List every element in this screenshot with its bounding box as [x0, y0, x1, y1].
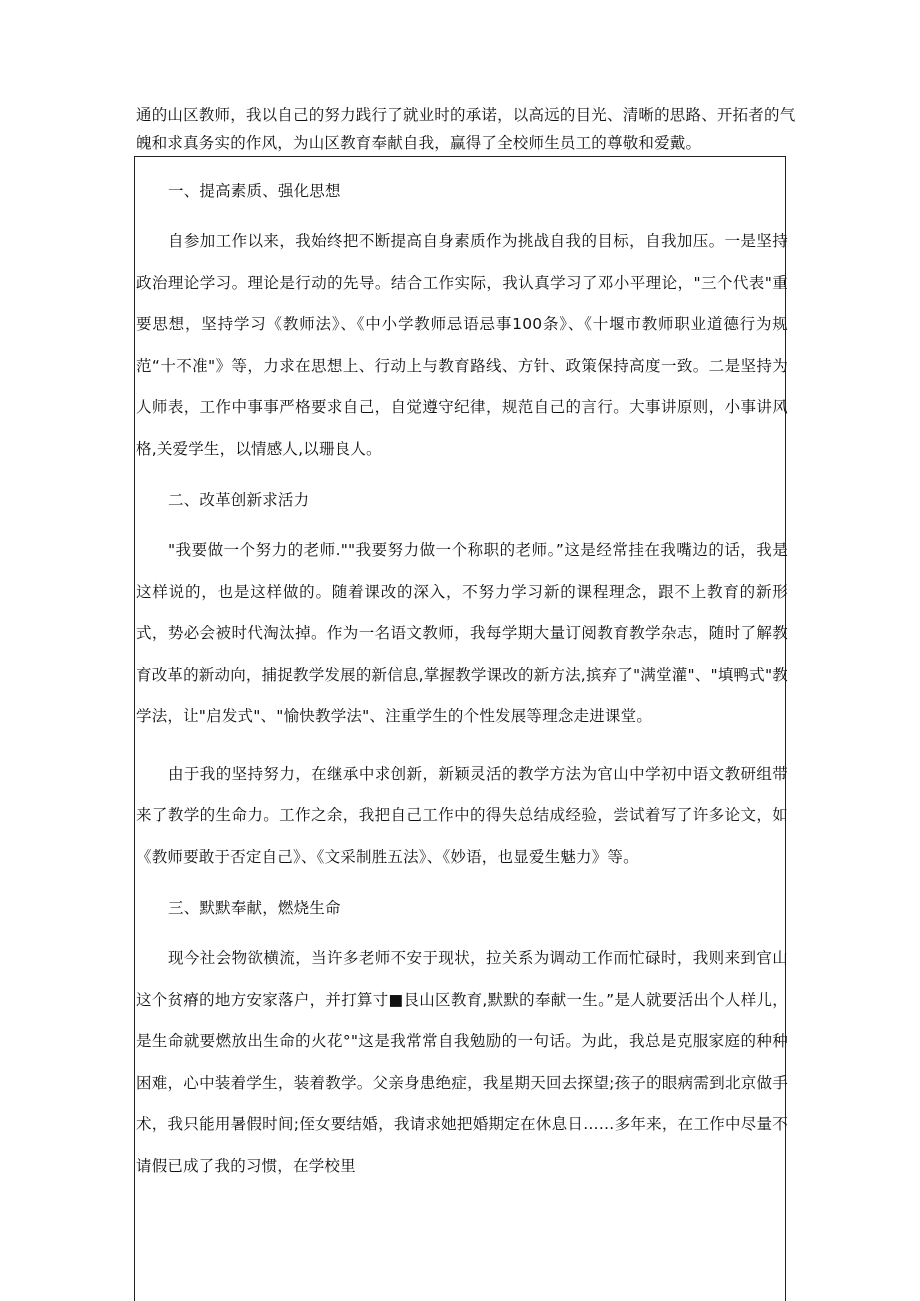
section-2 [136, 486, 788, 878]
document-body [136, 177, 788, 1203]
section-1 [136, 177, 788, 470]
section-heading: 二、改革创新求活力 [168, 491, 310, 509]
section-paragraph: 自参加工作以来，我始终把不断提高自身素质作为挑战自我的目标，自我加压。一是坚持政治理论学习。理论是行动的先导。结合工作实际，我认真学习了邓小平理论，"三个代表"重要思想，坚持学习《教师法》、《中小学教师忌语忌事100条》、《十堰市教师职业道德行为规范“十不准"》等，力求在思想上、行动上与教育路线、方针、政策保持高度一致。二是坚持为人师表，工作中事事严格要求自己，自觉遵守纪律，规范自己的言行。大事讲原则，小事讲风格,关爱学生，以情感人,以珊良人。 [136, 232, 788, 458]
section-3 [136, 894, 788, 1187]
section-paragraph: 由于我的坚持努力，在继承中求创新，新颖灵活的教学方法为官山中学初中语文教研组带来了教学的生命力。工作之余，我把自己工作中的得失总结成经验，尝试着写了许多论文，如《教师要敢于否定自己》、《文采制胜五法》、《妙语，也显爱生魅力》等。 [136, 764, 788, 866]
section-paragraph: "我要做一个努力的老师.""我要努力做一个称职的老师。”这是经常挂在我嘴边的话，我是这样说的，也是这样做的。随着课改的深入，不努力学习新的课程理念，跟不上教育的新形式，势必会被时代淘汰掉。作为一名语文教师，我每学期大量订阅教育教学杂志，随时了解教育改革的新动向，捕捉教学发展的新信息,掌握教学课改的新方法,摈弃了"满堂灌"、"填鸭式"教学法，让"启发式"、"愉快教学法"、注重学生的个性发展等理念走进课堂。 [136, 541, 788, 725]
section-paragraph: 现今社会物欲横流，当许多老师不安于现状，拉关系为调动工作而忙碌时，我则来到官山这个贫瘠的地方安家落户，并打算寸■艮山区教育,默默的奉献一生。”是人就要活出个人样儿，是生命就要燃放出生命的火花°"这是我常常自我勉励的一句话。为此，我总是克服家庭的种种困难，心中装着学生，装着教学。父亲身患绝症，我星期天回去探望;孩子的眼病需到北京做手术，我只能用暑假时间;侄女要结婚，我请求她把婚期定在休息日……多年来，在工作中尽量不请假已成了我的习惯，在学校里 [136, 949, 788, 1175]
section-heading: 三、默默奉献，燃烧生命 [168, 899, 341, 917]
section-heading: 一、提高素质、强化思想 [168, 182, 341, 200]
intro-paragraph: 通的山区教师，我以自己的努力践行了就业时的承诺，以高远的目光、清晰的思路、开拓者的气魄和求真务实的作风，为山区教育奉献自我，赢得了全校师生员工的尊敬和爱戴。 [136, 106, 796, 152]
